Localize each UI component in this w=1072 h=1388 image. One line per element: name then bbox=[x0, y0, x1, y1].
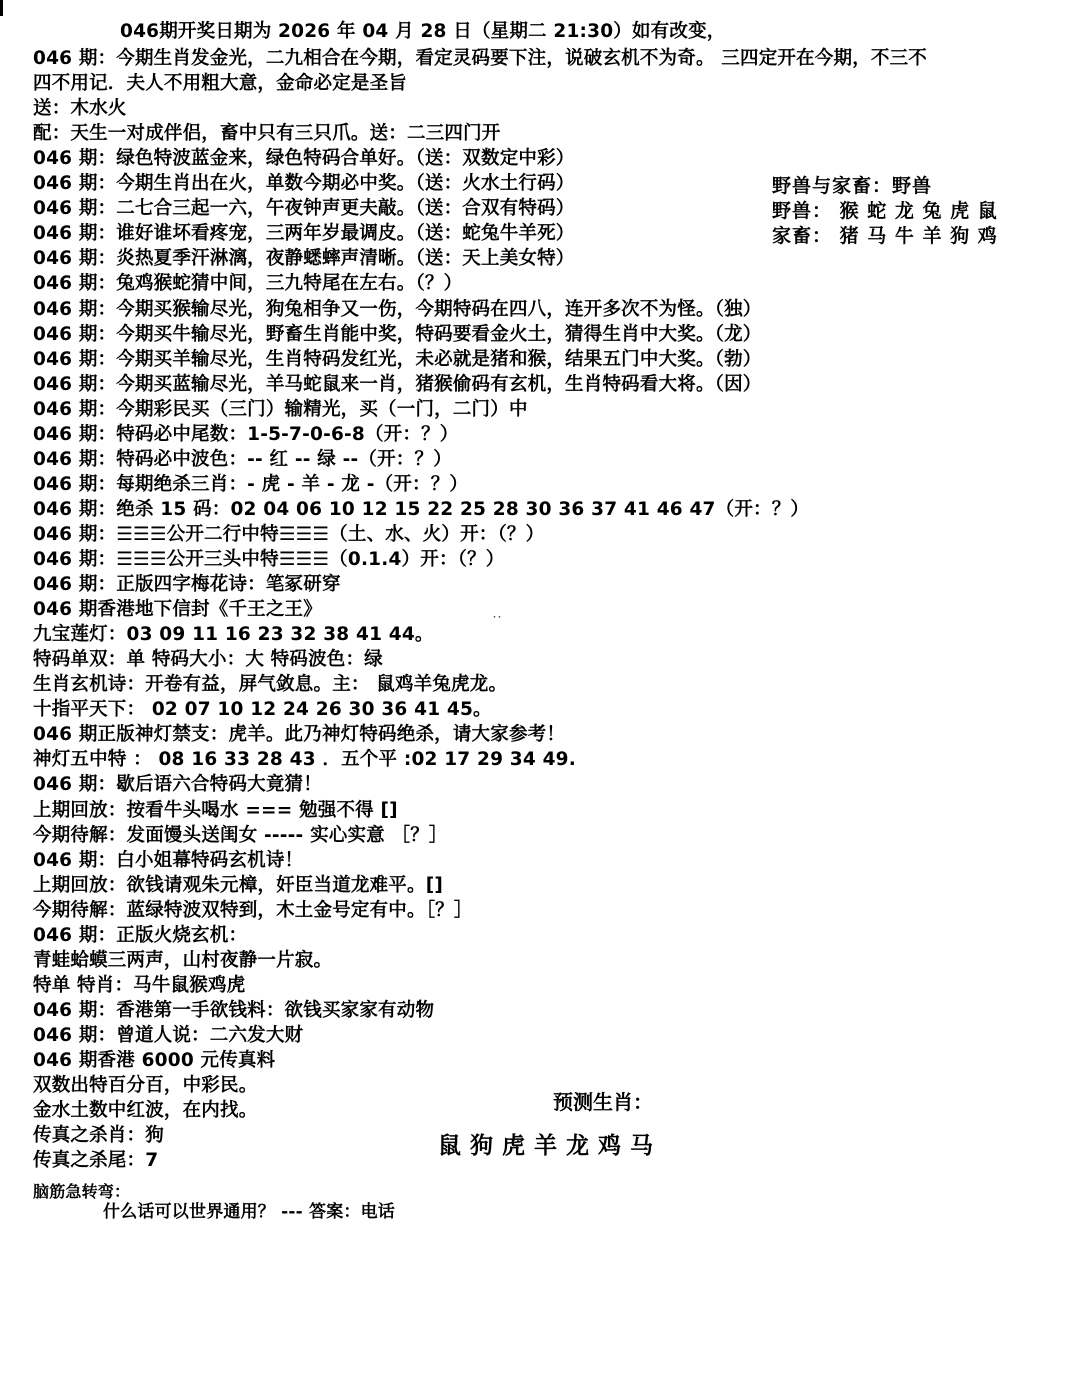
text-line: 046 期：二七合三起一六，午夜钟声更夫敲。（送：合双有特码） bbox=[33, 198, 575, 219]
text-line: 上期回放：按看牛头喝水 === 勉强不得 [] bbox=[33, 800, 398, 821]
text-line: 046 期：☰☰☰公开三头中特☰☰☰（0.1.4）开：（？） bbox=[33, 549, 505, 570]
text-line: 今期待解：发面馒头送闺女 ----- 实心实意 ［？］ bbox=[33, 825, 448, 846]
text-line: 神灯五中特 ： 08 16 33 28 43 ．五个平 :02 17 29 34 49. bbox=[33, 749, 576, 770]
text-line: 传真之杀尾：7 bbox=[33, 1150, 159, 1171]
text-line: 四不用记．夫人不用粗大意，金命必定是圣旨 bbox=[33, 73, 408, 94]
text-line: 046 期：正版火烧玄机： bbox=[33, 925, 248, 946]
text-line: 046 期：兔鸡猴蛇猜中间，三九特尾在左右。（？） bbox=[33, 273, 463, 294]
text-line: 046 期：今期买蓝输尽光，羊马蛇鼠来一肖，猪猴偷码有玄机，生肖特码看大将。（因） bbox=[33, 374, 762, 395]
text-line: 配：天生一对成伴侣，畜中只有三只爪。送：二三四门开 bbox=[33, 123, 501, 144]
text-line: 今期待解：蓝绿特波双特到，木土金号定有中。［？］ bbox=[33, 900, 473, 921]
text-line: 046 期：今期买牛输尽光，野畜生肖能中奖，特码要看金火土，猜得生肖中大奖。（龙） bbox=[33, 324, 762, 345]
text-line: 十指平天下： 02 07 10 12 24 26 30 36 41 45。 bbox=[33, 699, 492, 720]
text-line: 046 期正版神灯禁支：虎羊。此乃神灯特码绝杀，请大家参考！ bbox=[33, 724, 566, 745]
text-line: 046 期：☰☰☰公开二行中特☰☰☰（土、水、火）开：（？） bbox=[33, 524, 545, 545]
text-line: 046 期：今期买羊输尽光，生肖特码发红光，未必就是猪和猴，结果五门中大奖。（勃） bbox=[33, 349, 762, 370]
edge-mark bbox=[0, 0, 3, 16]
text-line: 046 期：白小姐幕特码玄机诗！ bbox=[33, 850, 304, 871]
draw-date-header: 046期开奖日期为 2026 年 04 月 28 日（星期二 21:30）如有改变， bbox=[120, 21, 726, 42]
prediction-heading: 预测生肖： bbox=[553, 1090, 653, 1114]
text-line: 046 期香港 6000 元传真料 bbox=[33, 1050, 276, 1071]
text-line: 046 期：炎热夏季汗淋漓，夜静蟋蟀声清晰。（送：天上美女特） bbox=[33, 248, 575, 269]
text-line: 046 期：今期彩民买（三门）输精光，买（一门，二门）中 bbox=[33, 399, 528, 420]
text-line: 046 期：歇后语六合特码大竟猜！ bbox=[33, 774, 322, 795]
text-line: 046 期：今期生肖出在火，单数今期必中奖。（送：火水土行码） bbox=[33, 173, 575, 194]
text-line: 传真之杀肖：狗 bbox=[33, 1125, 164, 1146]
riddle-text: 什么话可以世界通用？ --- 答案：电话 bbox=[103, 1202, 396, 1222]
side-domestic-animals: 家畜： 猪 马 牛 羊 狗 鸡 bbox=[772, 225, 998, 247]
text-line: 特码单双：单 特码大小：大 特码波色：绿 bbox=[33, 649, 383, 670]
text-line: 046 期：特码必中波色：-- 红 -- 绿 --（开：？） bbox=[33, 449, 452, 470]
text-line: 特单 特肖：马牛鼠猴鸡虎 bbox=[33, 975, 246, 996]
text-line: 送：木水火 bbox=[33, 98, 127, 119]
prediction-zodiacs: 鼠狗虎羊龙鸡马 bbox=[438, 1132, 662, 1159]
stray-dots: ˙˙ bbox=[492, 616, 502, 627]
side-title: 野兽与家畜：野兽 bbox=[772, 175, 933, 197]
text-line: 046 期：特码必中尾数：1-5-7-0-6-8（开：？） bbox=[33, 424, 459, 445]
text-line: 九宝莲灯：03 09 11 16 23 32 38 41 44。 bbox=[33, 624, 434, 645]
side-wild-beasts: 野兽： 猴 蛇 龙 兔 虎 鼠 bbox=[772, 200, 998, 222]
text-line: 046 期：每期绝杀三肖：- 虎 - 羊 - 龙 -（开：？） bbox=[33, 474, 469, 495]
text-line: 046 期：今期买猴输尽光，狗兔相争又一伤，今期特码在四八，连开多次不为怪。（独） bbox=[33, 299, 762, 320]
text-line: 046 期：今期生肖发金光，二九相合在今期，看定灵码要下注，说破玄机不为奇。 三四定开在今期，不三不 bbox=[33, 48, 928, 69]
text-line: 046 期香港地下信封《千王之王》 bbox=[33, 599, 322, 620]
text-line: 青蛙蛤蟆三两声，山村夜静一片寂。 bbox=[33, 950, 333, 971]
text-line: 046 期：正版四字梅花诗：笔冢研穿 bbox=[33, 574, 341, 595]
text-line: 046 期：香港第一手欲钱料：欲钱买家家有动物 bbox=[33, 1000, 435, 1021]
text-line: 双数出特百分百，中彩民。 bbox=[33, 1075, 258, 1096]
riddle-title: 脑筋急转弯： bbox=[33, 1182, 131, 1201]
text-line: 046 期：绝杀 15 码：02 04 06 10 12 15 22 25 28 30 36 37 41 46 47（开：？） bbox=[33, 499, 810, 520]
text-line: 046 期：谁好谁坏看疼宠，三两年岁最调皮。（送：蛇兔牛羊死） bbox=[33, 223, 575, 244]
text-line: 046 期：曾道人说：二六发大财 bbox=[33, 1025, 304, 1046]
text-line: 上期回放：欲钱请观朱元樟，奸臣当道龙难平。[] bbox=[33, 875, 444, 896]
text-line: 金水土数中红波，在内找。 bbox=[33, 1100, 258, 1121]
text-line: 生肖玄机诗：开卷有益，屏气敛息。主： 鼠鸡羊兔虎龙。 bbox=[33, 674, 508, 695]
text-line: 046 期：绿色特波蓝金来，绿色特码合单好。（送：双数定中彩） bbox=[33, 148, 575, 169]
